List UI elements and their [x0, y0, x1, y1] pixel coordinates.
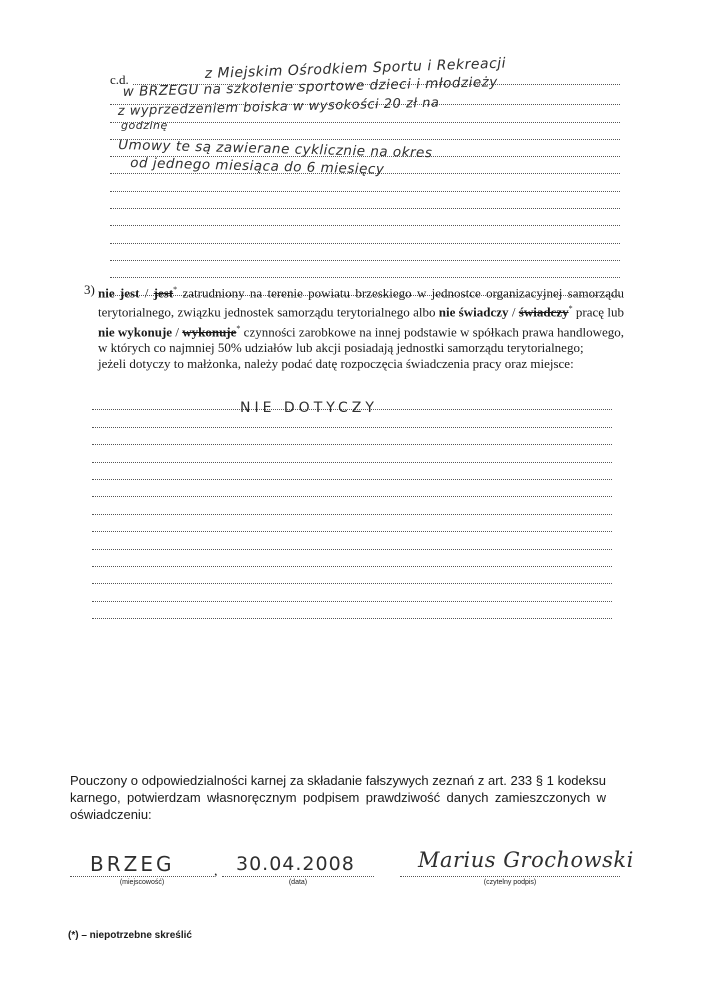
- handwritten-answer: NIE DOTYCZY: [240, 400, 378, 416]
- handwritten-line: z Miejskim Ośrodkiem Sportu i Rekreacji: [204, 55, 507, 82]
- signature-caption: (czytelny podpis): [483, 879, 537, 886]
- section-3-text: nie jest / jest* zatrudniony na terenie powiatu brzeskiego w jednostce organizacyjnej samorządu terytorialnego, związku jednostek samorządu terytorialnego albo nie świadczy / świadczy* pracę lub nie wykonuje / wykonuje* czynności zarobkowe na innej podstawie w spółkach prawa handlowego, w których co najmniej 50% udziałów lub akcji posiadają jednostki samorządu terytorialnego;: [98, 285, 624, 355]
- section-3-instruction: jeżeli dotyczy to małżonka, należy podać datę rozpoczęcia świadczenia pracy oraz miejsce:: [98, 355, 574, 371]
- handwritten-place: BRZEG: [90, 852, 175, 876]
- handwritten-line: godzinę: [121, 119, 168, 132]
- handwritten-line: w BRZEGU na szkolenie sportowe dzieci i młodzieży: [122, 74, 498, 100]
- option-nie-wykonuje: nie wykonuje: [98, 323, 173, 339]
- option-nie-swiadczy: nie świadczy: [438, 304, 509, 320]
- section-3-number: 3): [84, 282, 95, 297]
- place-field: [70, 850, 214, 886]
- option-nie-jest: nie jest: [98, 285, 140, 301]
- section-3-answer-lines: [92, 393, 612, 619]
- date-field: [222, 850, 374, 886]
- place-caption: (miejscowość): [119, 879, 165, 886]
- section-3: [84, 282, 624, 372]
- handwritten-signature: Marius Grochowski: [418, 848, 634, 872]
- handwritten-line: od jednego miesiąca do 6 miesięcy: [130, 155, 385, 178]
- handwritten-line: Umowy te są zawierane cyklicznie na okres: [118, 137, 433, 162]
- continuation-label: c.d.: [110, 72, 129, 87]
- date-caption: (data): [288, 879, 308, 886]
- signature-field: [400, 848, 634, 886]
- handwritten-date: 30.04.2008: [236, 853, 355, 875]
- option-swiadczy-struck: świadczy: [518, 304, 569, 320]
- liability-statement: Pouczony o odpowiedzialności karnej za składanie fałszywych zeznań z art. 233 § 1 kodeksu karnego, potwierdzam własnoręcznym podpisem prawdziwość danych zamieszczonych w oświadczeniu:: [70, 773, 606, 822]
- option-wykonuje-struck: wykonuje: [182, 323, 237, 339]
- separator-comma: ,: [214, 864, 218, 879]
- option-jest-struck: jest: [153, 285, 174, 301]
- footnote: (*) – niepotrzebne skreślić: [68, 930, 192, 941]
- handwritten-line: z wyprzedzeniem boiska w wysokości 20 zł na: [117, 95, 440, 119]
